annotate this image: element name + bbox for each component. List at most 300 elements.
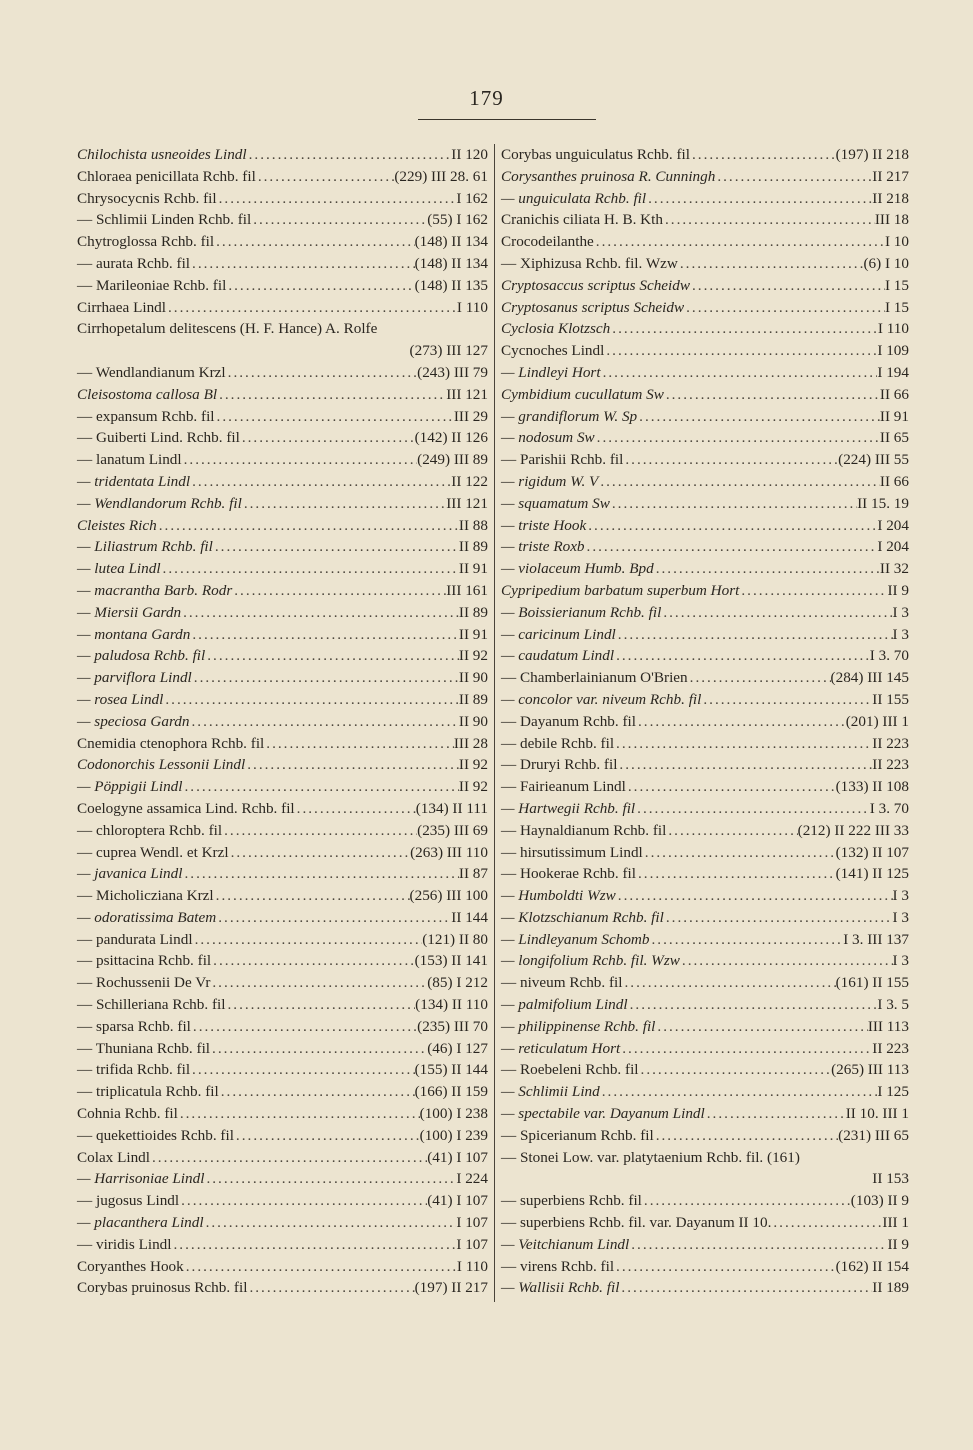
entry-name: — speciosa Gardn — [77, 712, 190, 730]
entry-name: Cleisostoma callosa Bl — [77, 385, 218, 403]
index-entry — [501, 907, 909, 929]
index-entry — [77, 536, 488, 558]
index-entry — [501, 950, 909, 972]
index-entry — [501, 536, 909, 558]
index-entry — [501, 645, 909, 667]
index-entry — [77, 820, 488, 842]
entry-reference: II 90 — [458, 712, 488, 730]
entry-name: — superbiens Rchb. fil. var. Dayanum II 10. — [501, 1214, 772, 1232]
entry-name: — jugosus Lindl — [77, 1192, 180, 1210]
index-entry — [501, 624, 909, 646]
entry-name: — rigidum W. V — [501, 472, 599, 490]
index-entry — [77, 471, 488, 493]
entry-name: — montana Gardn — [77, 625, 191, 643]
leader-dots — [601, 362, 878, 384]
leader-dots — [626, 776, 836, 798]
entry-reference: II 90 — [458, 669, 488, 687]
entry-name: Cirrhopetalum delitescens (H. F. Hance) A. Rolfe — [77, 320, 378, 338]
index-entry — [77, 842, 488, 864]
entry-reference: I 15 — [884, 276, 909, 294]
entry-name: Coryanthes Hook — [77, 1257, 184, 1275]
leader-dots — [247, 1277, 414, 1299]
leader-dots — [771, 1212, 882, 1234]
entry-name: Corybas unguiculatus Rchb. fil — [501, 146, 690, 163]
leader-dots — [616, 624, 893, 646]
leader-dots — [594, 231, 885, 253]
entry-name: — triplicatula Rchb. fil — [77, 1083, 219, 1101]
index-entry — [501, 166, 909, 188]
leader-dots — [610, 493, 857, 515]
leader-dots — [646, 188, 872, 210]
entry-reference: II 89 — [458, 538, 488, 556]
leader-dots — [251, 209, 427, 231]
leader-dots — [190, 624, 459, 646]
entry-name: — Liliastrum Rchb. fil — [77, 538, 213, 556]
entry-name: — chloroptera Rchb. fil — [77, 821, 223, 839]
index-entry — [501, 297, 909, 319]
leader-dots — [654, 558, 880, 580]
leader-dots — [182, 449, 418, 471]
entry-reference: II 92 — [458, 647, 488, 665]
index-entry — [501, 972, 909, 994]
header-rule — [418, 119, 596, 120]
leader-dots — [629, 1234, 887, 1256]
index-entry — [501, 340, 909, 362]
index-entry — [77, 515, 488, 537]
entry-name: — parviflora Lindl — [77, 669, 192, 687]
index-entry — [501, 733, 909, 755]
index-entry — [77, 645, 488, 667]
entry-name: — lutea Lindl — [77, 560, 161, 578]
entry-name: Coelogyne assamica Lind. Rchb. fil — [77, 799, 295, 817]
entry-name: — unguiculata Rchb. fil — [501, 189, 647, 207]
leader-dots — [614, 645, 870, 667]
index-entry — [77, 275, 488, 297]
leader-dots — [213, 536, 459, 558]
leader-dots — [701, 689, 872, 711]
index-entry — [501, 1256, 909, 1278]
entry-reference: I 109 — [877, 342, 909, 360]
index-entry — [501, 994, 909, 1016]
entry-reference: I 15 — [884, 298, 909, 316]
entry-reference: (197) II 217 — [414, 1279, 488, 1297]
entry-reference: II 87 — [458, 865, 488, 883]
entry-name: — Lindleyi Hort — [501, 363, 601, 381]
entry-reference: II 217 — [872, 167, 909, 185]
leader-dots — [190, 471, 451, 493]
index-entry — [77, 1277, 488, 1299]
leader-dots — [190, 1059, 415, 1081]
entry-name: Codonorchis Lessonii Lindl — [77, 756, 246, 774]
leader-dots — [256, 166, 395, 188]
leader-dots — [184, 1256, 457, 1278]
leader-dots — [614, 1256, 836, 1278]
index-entry — [501, 842, 909, 864]
entry-reference: I 110 — [456, 298, 488, 316]
index-entry — [501, 689, 909, 711]
leader-dots — [620, 1038, 872, 1060]
entry-name: — Hookerae Rchb. fil — [501, 865, 636, 883]
entry-name: — macrantha Barb. Rodr — [77, 581, 233, 599]
entry-name: Chytroglossa Rchb. fil — [77, 233, 215, 251]
entry-name: Chrysocycnis Rchb. fil — [77, 189, 217, 207]
entry-reference: (148) II 134 — [414, 254, 488, 272]
entry-name: — Micholicziana Krzl — [77, 887, 214, 905]
index-entry — [501, 558, 909, 580]
entry-reference: (265) III 113 — [831, 1061, 909, 1079]
leader-dots — [157, 515, 459, 537]
index-entry — [77, 1212, 488, 1234]
index-entry — [77, 1234, 488, 1256]
entry-reference: I 3. 5 — [877, 996, 909, 1014]
entry-name: — Wendlandorum Rchb. fil — [77, 494, 242, 512]
entry-name: Colax Lindl — [77, 1148, 150, 1166]
leader-dots — [193, 929, 423, 951]
entry-reference: II 223 — [872, 1039, 909, 1057]
index-entry — [77, 580, 488, 602]
index-entry — [77, 209, 488, 231]
entry-reference: (201) III 1 — [845, 712, 909, 730]
entry-name: — Rochussenii De Vr — [77, 974, 211, 992]
leader-dots — [232, 580, 446, 602]
index-entry — [501, 776, 909, 798]
leader-dots — [690, 144, 836, 166]
index-entry — [77, 711, 488, 733]
entry-reference: (148) II 134 — [414, 233, 488, 251]
entry-reference: II 153 — [872, 1170, 909, 1188]
entry-reference: (231) III 65 — [838, 1126, 909, 1144]
leader-dots — [210, 1038, 427, 1060]
entry-reference: II 32 — [879, 560, 909, 578]
index-entry — [77, 907, 488, 929]
entry-reference: (121) II 80 — [422, 930, 488, 948]
entry-name: — longifolium Rchb. fil. Wzw — [501, 952, 680, 970]
index-entry — [501, 1147, 909, 1169]
leader-dots — [636, 863, 836, 885]
entry-name: — Druryi Rchb. fil — [501, 756, 618, 774]
entry-name: — Wallisii Rchb. fil — [501, 1279, 620, 1297]
index-entry — [501, 1016, 909, 1038]
leader-dots — [172, 1234, 457, 1256]
entry-name: — Marileoniae Rchb. fil — [77, 276, 227, 294]
entry-reference: (85) I 212 — [427, 974, 488, 992]
entry-name: — quekettioides Rchb. fil — [77, 1126, 234, 1144]
leader-dots — [636, 711, 846, 733]
index-entry — [501, 1168, 909, 1190]
entry-reference: III 113 — [867, 1017, 909, 1035]
entry-name: — tridentata Lindl — [77, 472, 191, 490]
leader-dots — [739, 580, 887, 602]
index-entry — [77, 1256, 488, 1278]
index-entry — [501, 1059, 909, 1081]
leader-dots — [219, 1081, 415, 1103]
leader-dots — [150, 1147, 427, 1169]
entry-reference: I 224 — [456, 1170, 488, 1188]
index-entry — [501, 863, 909, 885]
index-entry — [501, 231, 909, 253]
leader-dots — [616, 885, 893, 907]
index-entry — [77, 362, 488, 384]
entry-reference: II 9 — [887, 1235, 909, 1253]
index-entry — [501, 820, 909, 842]
leader-dots — [190, 253, 415, 275]
entry-name: Corybas pruinosus Rchb. fil — [77, 1279, 248, 1297]
leader-dots — [226, 362, 417, 384]
entry-reference: (100) I 239 — [419, 1126, 488, 1144]
entry-name: — Thuniana Rchb. fil — [77, 1039, 211, 1057]
index-entry — [501, 384, 909, 406]
entry-reference: (263) III 110 — [410, 843, 488, 861]
entry-name: — aurata Rchb. fil — [77, 254, 191, 272]
entry-name: — Dayanum Rchb. fil — [501, 712, 636, 730]
page-number: 179 — [469, 86, 504, 110]
index-entry — [501, 602, 909, 624]
entry-name: — Parishii Rchb. fil — [501, 451, 624, 469]
entry-reference: (41) I 107 — [427, 1148, 488, 1166]
index-entry — [501, 1081, 909, 1103]
index-entry — [501, 1234, 909, 1256]
leader-dots — [654, 1125, 838, 1147]
leader-dots — [637, 406, 880, 428]
entry-reference: (166) II 159 — [414, 1083, 488, 1101]
entry-name: — Hartwegii Rchb. fil — [501, 799, 636, 817]
leader-dots — [614, 733, 872, 755]
leader-dots — [242, 493, 446, 515]
entry-name: — Schlimii Linden Rchb. fil — [77, 211, 252, 229]
leader-dots — [598, 471, 880, 493]
entry-reference: III 1 — [882, 1214, 909, 1232]
entry-name: — placanthera Lindl — [77, 1214, 204, 1232]
leader-dots — [191, 1016, 417, 1038]
leader-dots — [684, 297, 885, 319]
index-entry — [77, 558, 488, 580]
leader-dots — [215, 406, 454, 428]
entry-name: Cypripedium barbatum superbum Hort — [501, 581, 740, 599]
index-entry — [77, 318, 488, 340]
entry-name: — palmifolium Lindl — [501, 996, 628, 1014]
entry-reference: (100) I 238 — [419, 1105, 488, 1123]
index-entry — [501, 754, 909, 776]
entry-reference: II 89 — [458, 603, 488, 621]
index-entry — [77, 340, 488, 362]
index-entry — [501, 1212, 909, 1234]
leader-dots — [204, 1168, 456, 1190]
leader-dots — [210, 972, 427, 994]
entry-name: Cryptosanus scriptus Scheidw — [501, 298, 685, 316]
entry-name: — reticulatum Hort — [501, 1039, 621, 1057]
index-entry — [501, 362, 909, 384]
index-entry — [501, 1103, 909, 1125]
entry-name: — Miersii Gardn — [77, 603, 182, 621]
leader-dots — [178, 1103, 420, 1125]
leader-dots — [705, 1103, 846, 1125]
entry-name: Chloraea penicillata Rchb. fil — [77, 167, 256, 185]
entry-reference: II 189 — [872, 1279, 909, 1297]
entry-name: — Harrisoniae Lindl — [77, 1170, 205, 1188]
entry-reference: I 204 — [877, 538, 909, 556]
entry-reference: II 218 — [872, 189, 909, 207]
entry-reference: (161) II 155 — [835, 974, 909, 992]
entry-name: — triste Hook — [501, 516, 587, 534]
entry-reference: (103) II 9 — [850, 1192, 909, 1210]
leader-dots — [205, 645, 459, 667]
index-entry — [77, 406, 488, 428]
entry-reference: I 107 — [456, 1214, 488, 1232]
leader-dots — [666, 820, 797, 842]
entry-name: Cnemidia ctenophora Rchb. fil — [77, 734, 265, 752]
leader-dots — [628, 994, 878, 1016]
index-entry — [501, 209, 909, 231]
entry-name: — Chamberlainianum O'Brien — [501, 669, 688, 687]
entry-reference: (235) III 69 — [417, 821, 488, 839]
entry-reference: (155) II 144 — [414, 1061, 488, 1079]
leader-dots — [264, 733, 454, 755]
leader-dots — [217, 188, 457, 210]
entry-reference: III 121 — [446, 385, 488, 403]
entry-reference: II 66 — [879, 385, 909, 403]
entry-reference: II 65 — [879, 429, 909, 447]
entry-reference: III 121 — [446, 494, 488, 512]
index-entry — [501, 449, 909, 471]
entry-reference: II 223 — [872, 734, 909, 752]
index-entry — [501, 667, 909, 689]
entry-name: — Fairieanum Lindl — [501, 778, 626, 796]
entry-reference: (55) I 162 — [427, 211, 488, 229]
leader-dots — [623, 972, 836, 994]
index-entry — [77, 166, 488, 188]
leader-dots — [247, 144, 452, 166]
entry-reference: II 91 — [879, 407, 909, 425]
entry-name: — trifida Rchb. fil — [77, 1061, 191, 1079]
entry-name: — Veitchianum Lindl — [501, 1235, 630, 1253]
index-entry — [77, 885, 488, 907]
entry-reference: I 3. III 137 — [843, 930, 909, 948]
entry-reference: (134) II 111 — [415, 799, 488, 817]
entry-name: — squamatum Sw — [501, 494, 610, 512]
left-index-column — [77, 144, 488, 1299]
entry-reference: II 155 — [872, 690, 909, 708]
entry-name: — philippinense Rchb. fil — [501, 1017, 656, 1035]
entry-name: — triste Roxb — [501, 538, 585, 556]
entry-name: — Haynaldianum Rchb. fil — [501, 821, 667, 839]
index-entry — [501, 1277, 909, 1299]
leader-dots — [229, 842, 411, 864]
index-entry — [77, 297, 488, 319]
index-entry — [501, 275, 909, 297]
leader-dots — [690, 275, 885, 297]
entry-reference: II 91 — [458, 560, 488, 578]
entry-reference: II 144 — [451, 908, 488, 926]
entry-name: — concolor var. niveum Rchb. fil — [501, 690, 702, 708]
index-entry — [77, 733, 488, 755]
index-entry — [77, 624, 488, 646]
entry-reference: I 3 — [892, 603, 909, 621]
right-index-column — [501, 144, 909, 1299]
entry-reference: I 125 — [877, 1083, 909, 1101]
leader-dots — [623, 449, 838, 471]
leader-dots — [192, 667, 459, 689]
index-entry — [501, 1190, 909, 1212]
leader-dots — [163, 689, 459, 711]
leader-dots — [678, 253, 864, 275]
leader-dots — [225, 994, 415, 1016]
entry-name: — Schlimii Lind — [501, 1083, 600, 1101]
index-entry — [77, 449, 488, 471]
leader-dots — [664, 907, 893, 929]
index-entry — [77, 1038, 488, 1060]
entry-name: — paludosa Rchb. fil — [77, 647, 206, 665]
leader-dots — [234, 1125, 420, 1147]
entry-name: — Roebeleni Rchb. fil — [501, 1061, 639, 1079]
entry-name: — debile Rchb. fil — [501, 734, 615, 752]
leader-dots — [688, 667, 831, 689]
index-entry — [77, 1016, 488, 1038]
entry-reference: II 88 — [458, 516, 488, 534]
index-entry — [77, 602, 488, 624]
entry-reference: III 161 — [446, 581, 488, 599]
index-entry — [501, 471, 909, 493]
entry-name: — grandiflorum W. Sp — [501, 407, 638, 425]
entry-reference: I 3. 70 — [869, 647, 909, 665]
entry-name: — Schilleriana Rchb. fil — [77, 996, 226, 1014]
entry-name: — viridis Lindl — [77, 1235, 172, 1253]
entry-reference: I 3 — [892, 952, 909, 970]
entry-name: Cranichis ciliata H. B. Kth — [501, 211, 663, 229]
leader-dots — [222, 820, 417, 842]
entry-name: Cryptosaccus scriptus Scheidw — [501, 276, 690, 294]
entry-name: — lanatum Lindl — [77, 451, 182, 469]
entry-reference: II 223 — [872, 756, 909, 774]
leader-dots — [182, 863, 458, 885]
index-entry — [77, 950, 488, 972]
entry-name: — superbiens Rchb. fil — [501, 1192, 642, 1210]
entry-name: Cohnia Rchb. fil — [77, 1105, 178, 1123]
entry-reference: II 66 — [879, 472, 909, 490]
index-entry — [501, 1125, 909, 1147]
entry-name: Cymbidium cucullatum Sw — [501, 385, 664, 403]
entry-reference: I 3 — [892, 908, 909, 926]
entry-name: — Pöppigii Lindl — [77, 778, 183, 796]
entry-name: — javanica Lindl — [77, 865, 183, 883]
index-entry — [77, 253, 488, 275]
entry-name: Crocodeilanthe — [501, 233, 594, 251]
entry-reference: I 110 — [456, 1257, 488, 1275]
index-entry — [77, 231, 488, 253]
entry-reference: (141) II 125 — [835, 865, 909, 883]
entry-reference: (243) III 79 — [417, 363, 488, 381]
index-entry — [77, 144, 488, 166]
index-entry — [77, 188, 488, 210]
entry-reference: (162) II 154 — [835, 1257, 909, 1275]
entry-name: Cyclosia Klotzsch — [501, 320, 611, 338]
leader-dots — [179, 1190, 427, 1212]
entry-name: — Spicerianum Rchb. fil — [501, 1126, 654, 1144]
entry-reference: (249) III 89 — [417, 451, 488, 469]
entry-name: — Stonei Low. var. platytaenium Rchb. fil. (161) — [501, 1148, 800, 1166]
leader-dots — [204, 1212, 457, 1234]
entry-reference: II 120 — [451, 146, 488, 163]
index-entry — [501, 188, 909, 210]
entry-reference: (229) III 28. 61 — [394, 167, 488, 185]
entry-reference: I 10 — [884, 233, 909, 251]
entry-reference: II 92 — [458, 756, 488, 774]
index-entry — [501, 253, 909, 275]
entry-reference: II 122 — [451, 472, 488, 490]
index-entry — [501, 929, 909, 951]
entry-reference: (235) III 70 — [417, 1017, 488, 1035]
entry-reference: II 10. III 1 — [845, 1105, 909, 1123]
leader-dots — [211, 950, 414, 972]
